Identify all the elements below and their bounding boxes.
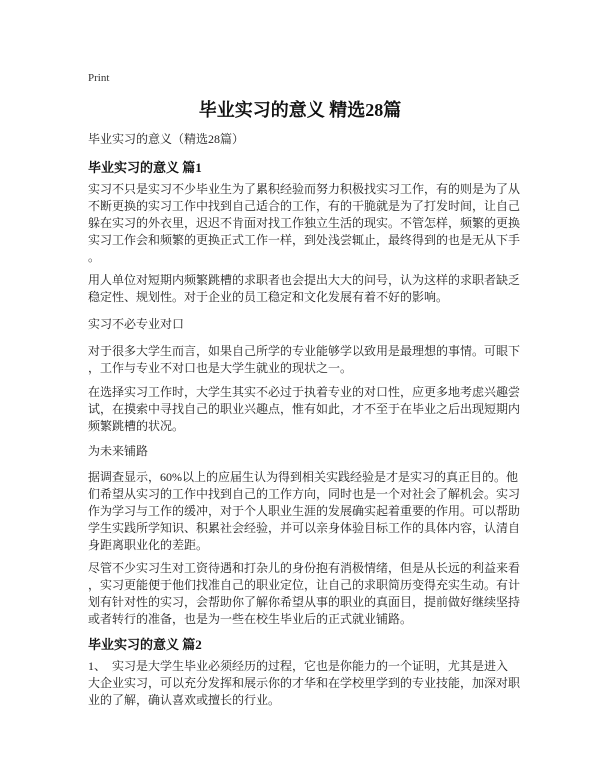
paragraph-line: 划有针对性的实习，会帮助你了解你希望从事的职业的真面目，提前做好继续坚持 [88, 595, 521, 609]
subheading-text: 为未来铺路 [88, 444, 149, 458]
paragraph [88, 384, 520, 435]
paragraph-line: 大企业实习，可以充分发挥和展示你的才华和在学校里学到的专业技能，加深对职 [88, 676, 521, 690]
paragraph-line: 实习不只是实习不少毕业生为了累积经验而努力积极找实习工作，有的则是为了从 [88, 182, 521, 196]
paragraph [88, 469, 520, 554]
paragraph-line: 据调查显示，60%以上的应届生认为得到相关实践经验是才是实习的真正目的。他 [88, 470, 518, 484]
section-heading: 毕业实习的意义 篇1 [88, 160, 202, 175]
paragraph-line: 学生实践所学知识、积累社会经验，并可以亲身体验目标工作的具体内容，认清自 [88, 521, 521, 535]
subheading-text: 实习不必专业对口 [88, 317, 185, 331]
paragraph [88, 560, 520, 628]
paragraph-line: 试，在摸索中寻找自己的职业兴趣点，惟有如此，才不至于在毕业之后出现短期内 [88, 402, 521, 416]
paragraph-line: 们希望从实习的工作中找到自己的工作方向，同时也是一个对社会了解机会。实习 [88, 487, 521, 501]
paragraph-line: 不断更换的实习工作中找到自己适合的工作，有的干脆就是为了打发时间，让自己 [88, 199, 521, 213]
paragraph-line: 用人单位对短期内频繁跳槽的求职者也会提出大大的问号，认为这样的求职者缺乏 [88, 273, 521, 287]
document-subtitle: 毕业实习的意义（精选28篇） [88, 132, 245, 146]
paragraph-line: ，实习更能便于他们找准自己的职业定位，让自己的求职简历变得充实生动。有计 [88, 578, 521, 592]
paragraph-line: 对于很多大学生而言，如果自己所学的专业能够学以致用是最理想的事情。可眼下 [88, 344, 521, 358]
paragraph-line: ，工作与专业不对口也是大学生就业的现状之一。 [88, 361, 353, 375]
paragraph [88, 658, 520, 709]
paragraph-line: 频繁跳槽的状况。 [88, 419, 185, 433]
paragraph-line: 实习工作会和频繁的更换正式工作一样，到处浅尝辄止，最终得到的也是无从下手 [88, 233, 521, 247]
paragraph [88, 272, 520, 306]
paragraph-line: 在选择实习工作时，大学生其实不必过于执着专业的对口性，应更多地考虑兴趣尝 [88, 385, 521, 399]
paragraph-line: 躲在实习的外衣里，迟迟不肯面对找工作独立生活的现实。不管怎样，频繁的更换 [88, 216, 521, 230]
paragraph-line: 身距离职业化的差距。 [88, 538, 209, 552]
print-label: Print [88, 72, 110, 84]
document-title: 毕业实习的意义 精选28篇 [198, 100, 402, 120]
paragraph-line: 业的了解，确认喜欢或擅长的行业。 [88, 693, 281, 707]
section-heading: 毕业实习的意义 篇2 [88, 637, 202, 652]
paragraph-line: 。 [88, 250, 101, 264]
paragraph-line: 作为学习与工作的缓冲，对于个人职业生涯的发展确实起着重要的作用。可以帮助 [88, 504, 521, 518]
subheading [88, 316, 184, 333]
paragraph-line: 或者转行的准备，也是为一些在校生毕业后的正式就业铺路。 [88, 612, 413, 626]
paragraph [88, 181, 520, 266]
paragraph-line: 稳定性、规划性。对于企业的员工稳定和文化发展有着不好的影响。 [88, 290, 449, 304]
paragraph-line: 尽管不少实习生对工资待遇和打杂儿的身份抱有消极情绪，但是从长远的利益来看 [88, 561, 521, 575]
paragraph-line: 1、 实习是大学生毕业必须经历的过程，它也是你能力的一个证明，尤其是进入 [88, 659, 509, 673]
paragraph [88, 343, 520, 377]
subheading [88, 443, 148, 460]
